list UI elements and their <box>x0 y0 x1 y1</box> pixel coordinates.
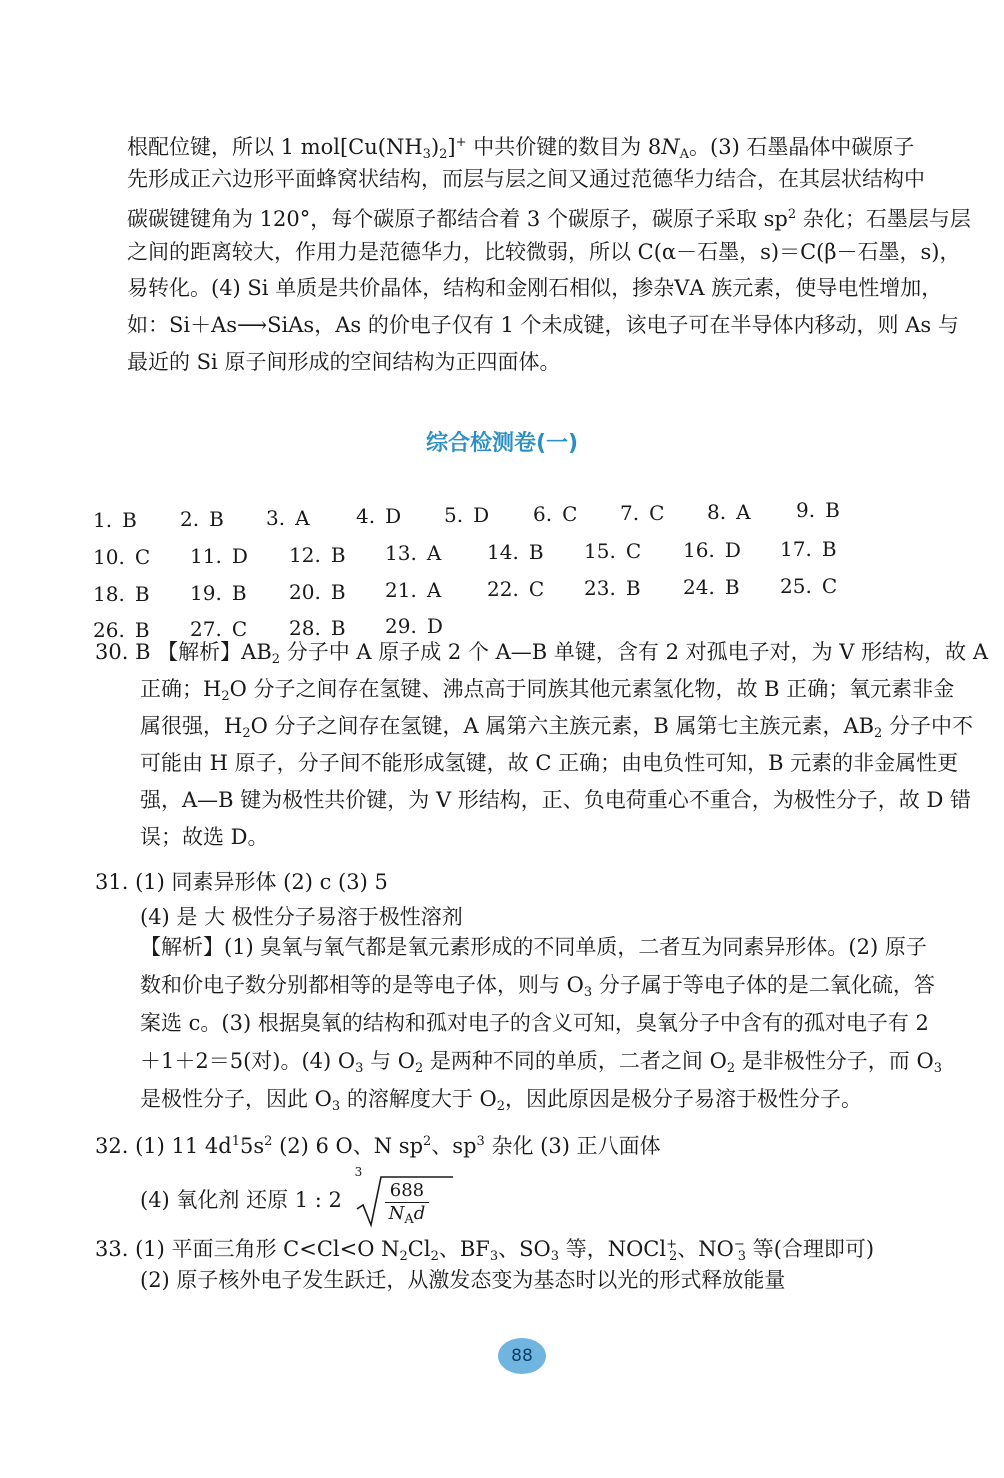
answer-letter: A <box>295 506 310 530</box>
text: 的溶解度大于 O <box>340 1087 497 1111</box>
q30-line-2 <box>140 674 954 712</box>
sup: 2 <box>423 1134 432 1149</box>
answer-number: 14. <box>487 540 519 564</box>
sub: A <box>679 147 690 162</box>
text: 属很强，H <box>140 714 243 738</box>
text: 中共价键的数目为 8 <box>466 135 662 159</box>
text: O 分子之间存在氢键、沸点高于同族其他元素氢化物，故 B 正确；氧元素非金 <box>229 677 955 701</box>
text: 分子中 A 原子成 2 个 A—B 单键，含有 2 对孤电子对，为 V 形结构，故 A <box>280 640 988 664</box>
answer-letter: C <box>649 501 665 525</box>
page-number: 88 <box>498 1338 546 1374</box>
answer-item <box>93 508 137 532</box>
answer-number: 1. <box>93 508 113 532</box>
answer-item <box>533 502 577 526</box>
section-title: 综合检测卷(一) <box>425 431 579 456</box>
text: 33. (1) 平面三角形 C<Cl<O N <box>95 1237 400 1261</box>
answer-number: 27. <box>190 617 222 641</box>
text: 、sp <box>431 1134 477 1158</box>
answer-number: 26. <box>93 618 125 642</box>
text: 分子中不 <box>882 714 974 738</box>
answer-number: 7. <box>620 501 640 525</box>
intro-line-7: 最近的 Si 原子间形成的空间结构为正四面体。 <box>127 350 561 374</box>
sub: 3 <box>355 1061 364 1076</box>
answer-letter: B <box>528 540 544 564</box>
text: 30. B 【解析】AB <box>95 640 272 664</box>
sup: + <box>455 135 467 150</box>
answer-item <box>385 614 443 638</box>
q31-line-4 <box>140 970 935 1008</box>
answer-item <box>584 539 641 563</box>
text: 数和价电子数分别都相等的是等电子体，则与 O <box>140 973 584 997</box>
text: 等(合理即可) <box>746 1237 875 1261</box>
sub: 2 <box>414 1061 424 1076</box>
answer-number: 15. <box>584 539 616 563</box>
text: 。(3) 石墨晶体中碳原子 <box>689 135 915 159</box>
text: 是非极性分子，而 O <box>735 1049 934 1073</box>
sub: 3 <box>422 147 431 162</box>
text: 32. (1) 11 4d <box>95 1134 232 1158</box>
answer-letter: B <box>821 537 837 561</box>
q32-line-2 <box>140 1164 429 1231</box>
answer-number: 21. <box>385 578 417 602</box>
radical-sign <box>355 1173 455 1229</box>
sub: 3 <box>331 1099 341 1114</box>
answer-letter: C <box>528 577 545 601</box>
answer-letter: B <box>330 543 346 567</box>
answer-letter: A <box>426 578 442 602</box>
answer-number: 3. <box>266 506 286 530</box>
answer-letter: B <box>825 498 840 522</box>
answer-letter: C <box>625 539 642 563</box>
numerator: 688 <box>385 1180 430 1203</box>
answer-number: 4. <box>356 504 376 528</box>
sup: 3 <box>476 1134 485 1149</box>
sup: 2 <box>264 1134 273 1149</box>
sup: − <box>733 1237 745 1252</box>
text: 5s <box>239 1134 265 1158</box>
q30-line-1 <box>95 637 988 675</box>
answer-letter: B <box>330 580 346 604</box>
sub: 3 <box>489 1249 499 1264</box>
sub: 2 <box>221 689 230 704</box>
q31-line-6 <box>140 1046 942 1084</box>
sup: 1 <box>231 1134 240 1149</box>
answer-item <box>487 577 544 601</box>
answer-letter: D <box>426 614 443 638</box>
answer-item <box>683 575 740 599</box>
answer-number: 23. <box>584 576 616 600</box>
answer-number: 25. <box>780 574 812 598</box>
answer-letter: B <box>122 508 137 532</box>
q31-line-7 <box>140 1084 862 1122</box>
answer-item <box>796 498 840 522</box>
text: (4) 氧化剂 还原 1 : 2 <box>140 1188 342 1212</box>
text: 等，NOCl <box>559 1237 667 1261</box>
sub: 2 <box>874 726 883 741</box>
sub: A <box>404 1211 414 1227</box>
answer-number: 19. <box>190 581 222 605</box>
sup: + <box>666 1237 677 1252</box>
text: Cl <box>407 1237 431 1261</box>
intro-line-3 <box>127 200 971 234</box>
answer-letter: C <box>562 502 578 526</box>
answer-number: 28. <box>289 616 321 640</box>
answer-number: 8. <box>707 500 727 524</box>
answer-number: 11. <box>190 544 222 568</box>
sub: 2 <box>726 1061 736 1076</box>
cube-root <box>354 1164 430 1231</box>
answer-number: 9. <box>796 498 816 522</box>
answer-number: 17. <box>780 537 812 561</box>
answer-number: 10. <box>93 545 125 569</box>
sub: 2 <box>669 1249 678 1264</box>
answer-number: 6. <box>533 502 553 526</box>
q30-line-4: 可能由 H 原子，分子间不能形成氢键，故 C 正确；由电负性可知，B 元素的非金属性更 <box>140 751 959 775</box>
text: 杂化；石墨层与层 <box>796 207 971 231</box>
answer-letter: B <box>231 581 247 605</box>
answer-letter: B <box>330 616 346 640</box>
answer-number: 2. <box>180 507 200 531</box>
intro-line-6: 如：Si＋As⟶SiAs，As 的价电子仅有 1 个未成键，该电子可在半导体内移动，则 As 与 <box>127 313 959 337</box>
answer-number: 13. <box>385 541 417 565</box>
answer-letter: B <box>625 576 641 600</box>
answer-letter: D <box>724 538 741 562</box>
text: 是两种不同的单质，二者之间 O <box>423 1049 727 1073</box>
sub: 3 <box>583 985 593 1000</box>
answer-item <box>584 576 641 600</box>
answer-item <box>707 500 751 524</box>
answer-number: 12. <box>289 543 321 567</box>
answer-number: 29. <box>385 614 417 638</box>
sub: 2 <box>439 147 448 162</box>
answer-letter: A <box>736 500 751 524</box>
text: ] <box>447 135 456 159</box>
answer-item <box>780 574 837 598</box>
answer-letter: C <box>134 545 151 569</box>
text: 、NO <box>677 1237 734 1261</box>
answer-letter: B <box>724 575 740 599</box>
text: 杂化 (3) 正八面体 <box>484 1134 661 1158</box>
q31-line-5: 案选 c。(3) 根据臭氧的结构和孤对电子的含义可知，臭氧分子中含有的孤对电子有 2 <box>140 1011 929 1035</box>
answer-letter: D <box>473 503 490 527</box>
root-index: 3 <box>354 1164 363 1179</box>
sub: 2 <box>399 1249 408 1264</box>
text: d <box>413 1202 426 1224</box>
intro-line-5: 易转化。(4) Si 单质是共价晶体，结构和金刚石相似，掺杂ⅤA 族元素，使导电性增加， <box>127 276 943 300</box>
answer-letter: A <box>426 541 442 565</box>
text: N <box>388 1202 405 1224</box>
text: 、SO <box>498 1237 551 1261</box>
q30-line-6: 误；故选 D。 <box>140 825 269 849</box>
answer-letter: D <box>231 544 248 568</box>
q31-line-3: 【解析】(1) 臭氧与氧气都是氧元素形成的不同单质，二者互为同素异形体。(2) 原子 <box>140 935 927 959</box>
answer-item <box>385 578 441 602</box>
answer-item <box>356 504 401 528</box>
answer-item <box>780 537 837 561</box>
answer-item <box>620 501 664 525</box>
text: 、BF <box>438 1237 490 1261</box>
intro-line-2: 先形成正六边形平面蜂窝状结构，而层与层之间又通过范德华力结合，在其层状结构中 <box>127 167 925 191</box>
answer-number: 20. <box>289 580 321 604</box>
text: O 分子之间存在氢键，A 属第六主族元素，B 属第七主族元素，AB <box>250 714 875 738</box>
answer-item <box>266 506 310 530</box>
q30-line-3 <box>140 711 973 749</box>
answer-item <box>385 541 441 565</box>
answer-item <box>190 581 247 605</box>
answer-number: 22. <box>487 577 519 601</box>
text: 分子属于等电子体的是二氧化硫，答 <box>592 973 935 997</box>
text: N <box>661 135 680 159</box>
sub: 3 <box>737 1249 747 1264</box>
q31-line-1: 31. (1) 同素异形体 (2) c (3) 5 <box>95 870 388 894</box>
answer-number: 18. <box>93 582 125 606</box>
answer-item <box>93 582 150 606</box>
text: 与 O <box>363 1049 415 1073</box>
text: 正确；H <box>140 677 222 701</box>
sub: 2 <box>496 1099 506 1114</box>
q33-line-2: (2) 原子核外电子发生跃迁，从激发态变为基态时以光的形式释放能量 <box>140 1268 786 1292</box>
sub: 3 <box>933 1061 942 1076</box>
q31-line-2: (4) 是 大 极性分子易溶于极性溶剂 <box>140 905 463 929</box>
text: ) <box>430 135 440 159</box>
answer-letter: D <box>385 504 402 528</box>
q32-line-1 <box>95 1127 661 1161</box>
answer-letter: C <box>821 574 838 598</box>
sub: 2 <box>430 1249 439 1264</box>
text: ，因此原因是极分子易溶于极性分子。 <box>505 1087 863 1111</box>
text: 碳碳键键角为 120°，每个碳原子都结合着 3 个碳原子，碳原子采取 sp <box>127 207 788 231</box>
answer-number: 16. <box>683 538 715 562</box>
answer-number: 24. <box>683 575 715 599</box>
answer-item <box>683 538 741 562</box>
answer-item <box>444 503 489 527</box>
answer-item <box>93 545 150 569</box>
answer-letter: C <box>231 617 248 641</box>
answer-item <box>289 543 346 567</box>
answer-letter: B <box>209 507 224 531</box>
text: 是极性分子，因此 O <box>140 1087 332 1111</box>
sub: 3 <box>550 1249 560 1264</box>
answer-letter: B <box>134 582 150 606</box>
answer-item <box>289 580 346 604</box>
q30-line-5: 强，A—B 键为极性共价键，为 V 形结构，正、负电荷重心不重合，为极性分子，故 D 错 <box>140 788 971 812</box>
text: ＋1＋2＝5(对)。(4) O <box>140 1049 356 1073</box>
answer-number: 5. <box>444 503 464 527</box>
answer-letter: B <box>134 618 150 642</box>
answer-item <box>487 540 544 564</box>
sub: 2 <box>271 652 281 667</box>
answer-item <box>180 507 224 531</box>
text: (2) 6 O、N sp <box>272 1134 424 1158</box>
intro-line-4: 之间的距离较大，作用力是范德华力，比较微弱，所以 C(α－石墨，s)＝C(β－石墨，s)， <box>127 240 961 264</box>
answer-item <box>190 544 248 568</box>
sub: 2 <box>242 726 251 741</box>
sup: 2 <box>787 207 797 222</box>
text: 根配位键，所以 1 mol[Cu(NH <box>127 135 423 159</box>
